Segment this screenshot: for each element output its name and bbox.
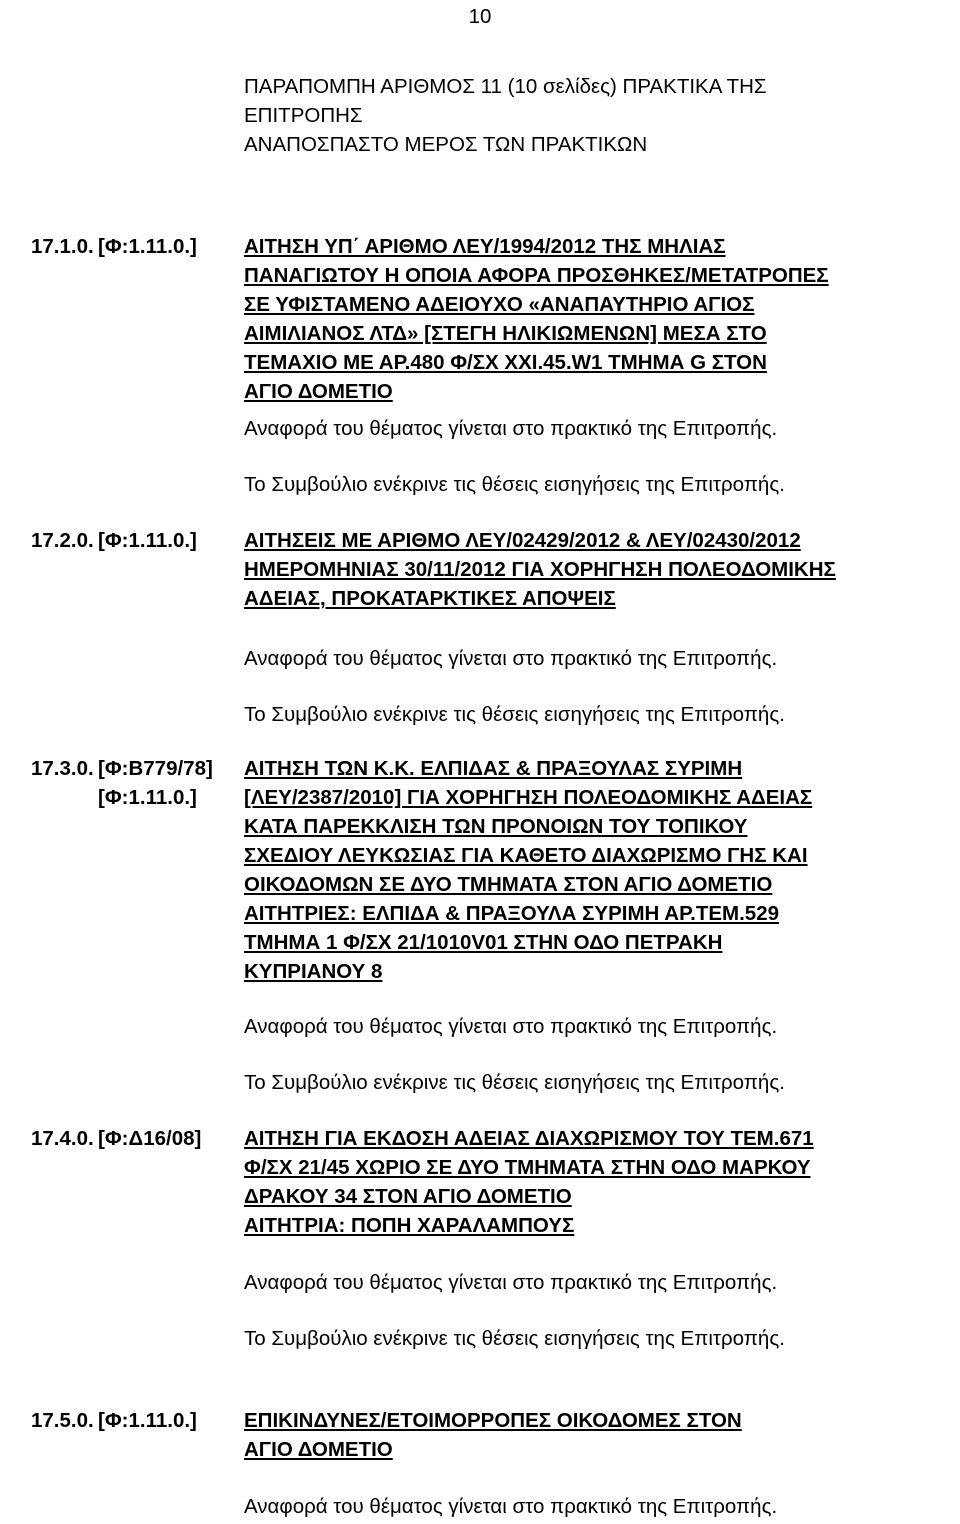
item-title-line: ΣΕ ΥΦΙΣΤΑΜΕΝΟ ΑΔΕΙΟΥΧΟ «ΑΝΑΠΑΥΤΗΡΙΟ ΑΓΙΟΣ	[244, 293, 755, 316]
item-title-line: ΑΔΕΙΑΣ, ΠΡΟΚΑΤΑΡΚΤΙΚΕΣ ΑΠΟΨΕΙΣ	[244, 587, 616, 610]
item-title-line: ΑΙΤΗΣΗ ΤΩΝ Κ.Κ. ΕΛΠΙΔΑΣ & ΠΡΑΞΟΥΛΑΣ ΣΥΡΙΜΗ	[244, 757, 743, 780]
item-number: 17.2.0.	[31, 529, 94, 552]
page-number: 10	[468, 5, 492, 28]
item-number: 17.1.0.	[31, 235, 94, 258]
item-reference-secondary: [Φ:1.11.0.]	[98, 786, 197, 809]
item-title-line: ΕΠΙΚΙΝΔΥΝΕΣ/ΕΤΟΙΜΟΡΡΟΠΕΣ ΟΙΚΟΔΟΜΕΣ ΣΤΟΝ	[244, 1409, 742, 1432]
item-title	[244, 754, 944, 986]
item-title	[244, 232, 944, 406]
item-title-line: ΑΙΤΗΣΕΙΣ ΜΕ ΑΡΙΘΜΟ ΛΕΥ/02429/2012 & ΛΕΥ/02430/2012	[244, 529, 801, 552]
reference-note: Αναφορά του θέματος γίνεται στο πρακτικό της Επιτροπής.	[244, 1271, 778, 1294]
item-title-line: ΚΑΤΑ ΠΑΡΕΚΚΛΙΣΗ ΤΩΝ ΠΡΟΝΟΙΩΝ ΤΟΥ ΤΟΠΙΚΟΥ	[244, 815, 748, 838]
item-title-line: ΤΜΗΜΑ 1 Φ/ΣΧ 21/1010V01 ΣΤΗΝ ΟΔΟ ΠΕΤΡΑΚΗ	[244, 931, 723, 954]
item-title-line: [ΛΕΥ/2387/2010] ΓΙΑ ΧΟΡΗΓΗΣΗ ΠΟΛΕΟΔΟΜΙΚΗΣ ΑΔΕΙΑΣ	[244, 786, 813, 809]
item-title	[244, 526, 944, 613]
item-title-line: ΑΓΙΟ ΔΟΜΕΤΙΟ	[244, 1438, 393, 1461]
reference-note: Αναφορά του θέματος γίνεται στο πρακτικό της Επιτροπής.	[244, 1015, 778, 1038]
item-number: 17.4.0.	[31, 1127, 94, 1150]
item-reference: [Φ:B779/78]	[98, 757, 213, 780]
item-title-line: ΔΡΑΚΟΥ 34 ΣΤΟΝ ΑΓΙΟ ΔΟΜΕΤΙΟ	[244, 1185, 572, 1208]
decision-note: Το Συμβούλιο ενέκρινε τις θέσεις εισηγήσεις της Επιτροπής.	[244, 1071, 785, 1094]
item-title	[244, 1124, 944, 1240]
decision-note: Το Συμβούλιο ενέκρινε τις θέσεις εισηγήσεις της Επιτροπής.	[244, 703, 785, 726]
item-title-line: ΤΕΜΑΧΙΟ ΜΕ ΑΡ.480 Φ/ΣΧ XXI.45.W1 ΤΜΗΜΑ G ΣΤΟΝ	[244, 351, 767, 374]
header-line: ΑΝΑΠΟΣΠΑΣΤΟ ΜΕΡΟΣ ΤΩΝ ΠΡΑΚΤΙΚΩΝ	[244, 133, 648, 156]
item-title-line: ΑΙΜΙΛΙΑΝΟΣ ΛΤΔ» [ΣΤΕΓΗ ΗΛΙΚΙΩΜΕΝΩΝ] ΜΕΣΑ ΣΤΟ	[244, 322, 767, 345]
item-number: 17.3.0.	[31, 757, 94, 780]
item-title-line: ΑΙΤΗΤΡΙΕΣ: ΕΛΠΙΔΑ & ΠΡΑΞΟΥΛΑ ΣΥΡΙΜΗ ΑΡ.ΤΕΜ.529	[244, 902, 779, 925]
item-title-line: ΟΙΚΟΔΟΜΩΝ ΣΕ ΔΥΟ ΤΜΗΜΑΤΑ ΣΤΟΝ ΑΓΙΟ ΔΟΜΕΤΙΟ	[244, 873, 773, 896]
item-reference: [Φ:Δ16/08]	[98, 1127, 202, 1150]
document-header	[244, 72, 934, 159]
item-title-line: ΗΜΕΡΟΜΗΝΙΑΣ 30/11/2012 ΓΙΑ ΧΟΡΗΓΗΣΗ ΠΟΛΕΟΔΟΜΙΚΗΣ	[244, 558, 836, 581]
item-reference: [Φ:1.11.0.]	[98, 1409, 197, 1432]
item-title-line: ΑΓΙΟ ΔΟΜΕΤΙΟ	[244, 380, 393, 403]
decision-note: Το Συμβούλιο ενέκρινε τις θέσεις εισηγήσεις της Επιτροπής.	[244, 1327, 785, 1350]
reference-note: Αναφορά του θέματος γίνεται στο πρακτικό της Επιτροπής.	[244, 647, 778, 670]
reference-note: Αναφορά του θέματος γίνεται στο πρακτικό της Επιτροπής.	[244, 417, 778, 440]
header-line: ΠΑΡΑΠΟΜΠΗ ΑΡΙΘΜΟΣ 11 (10 σελίδες) ΠΡΑΚΤΙΚΑ ΤΗΣ	[244, 75, 767, 98]
reference-note: Αναφορά του θέματος γίνεται στο πρακτικό της Επιτροπής.	[244, 1495, 778, 1518]
item-reference: [Φ:1.11.0.]	[98, 529, 197, 552]
item-title-line: ΠΑΝΑΓΙΩΤΟΥ Η ΟΠΟΙΑ ΑΦΟΡΑ ΠΡΟΣΘΗΚΕΣ/ΜΕΤΑΤΡΟΠΕΣ	[244, 264, 829, 287]
item-number: 17.5.0.	[31, 1409, 94, 1432]
header-line: ΕΠΙΤΡΟΠΗΣ	[244, 104, 363, 127]
item-title-line: ΑΙΤΗΣΗ ΓΙΑ ΕΚΔΟΣΗ ΑΔΕΙΑΣ ΔΙΑΧΩΡΙΣΜΟΥ ΤΟΥ ΤΕΜ.671	[244, 1127, 814, 1150]
item-reference: [Φ:1.11.0.]	[98, 235, 197, 258]
decision-note: Το Συμβούλιο ενέκρινε τις θέσεις εισηγήσεις της Επιτροπής.	[244, 473, 785, 496]
item-title-line: ΑΙΤΗΤΡΙΑ: ΠΟΠΗ ΧΑΡΑΛΑΜΠΟΥΣ	[244, 1214, 575, 1237]
item-title-line: ΣΧΕΔΙΟΥ ΛΕΥΚΩΣΙΑΣ ΓΙΑ ΚΑΘΕΤΟ ΔΙΑΧΩΡΙΣΜΟ ΓΗΣ ΚΑΙ	[244, 844, 808, 867]
item-title-line: ΑΙΤΗΣΗ ΥΠ΄ ΑΡΙΘΜΟ ΛΕΥ/1994/2012 ΤΗΣ ΜΗΛΙΑΣ	[244, 235, 726, 258]
item-title-line: ΚΥΠΡΙΑΝΟΥ 8	[244, 960, 383, 983]
item-title	[244, 1406, 944, 1464]
item-title-line: Φ/ΣΧ 21/45 ΧΩΡΙΟ ΣΕ ΔΥΟ ΤΜΗΜΑΤΑ ΣΤΗΝ ΟΔΟ ΜΑΡΚΟΥ	[244, 1156, 811, 1179]
